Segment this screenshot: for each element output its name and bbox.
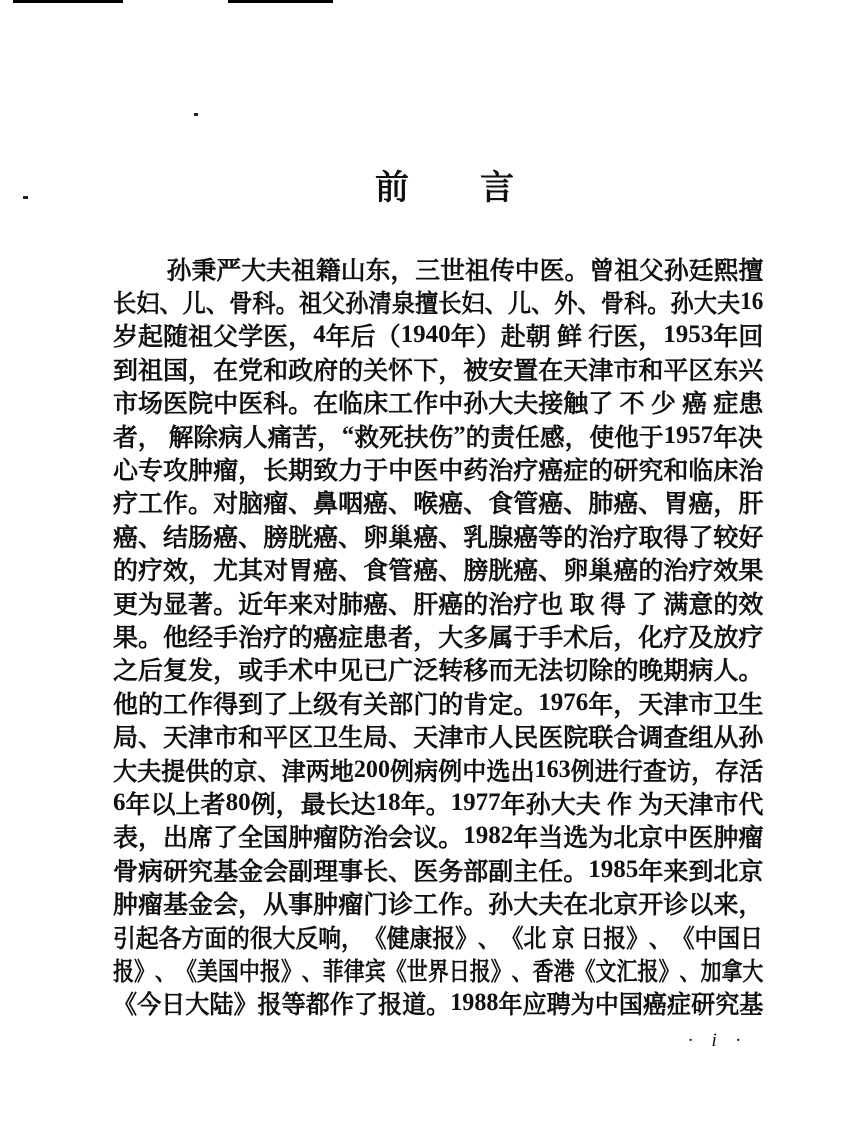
- text-line: 报 》 、 《 美 国 中 报 》 、 菲 律 宾 《 世 界 日 报 》 、 香 港 《 文 汇 报 》 、 加 拿 大: [113, 958, 764, 986]
- scan-artifact-bar-left: [13, 0, 123, 3]
- text-line: 的 疗 效 ， 尤 其 对 胃 癌 、 食 管 癌 、 膀 胱 癌 、 卵 巢 癌 的 治 疗 效 果: [113, 558, 764, 586]
- text-line: 《 今 日 大 陆 》 报 等 都 作 了 报 道 。 1 9 8 8 年 应 聘 为 中 国 癌 症 研 究 基: [113, 989, 764, 1020]
- text-line: 癌 、 结 肠 癌 、 膀 胱 癌 、 卵 巢 癌 、 乳 腺 癌 等 的 治 疗 取 得 了 较 好: [113, 524, 764, 552]
- text-line: 肿 瘤 基 金 会 ， 从 事 肿 瘤 门 诊 工 作 。 孙 大 夫 在 北 京 开 诊 以 来 ，: [113, 892, 764, 920]
- text-line: 6 年 以 上 者 8 0 例 ， 最 长 达 1 8 年 。 1 9 7 7 年 孙 大 夫 作 为 天 津 市 代: [113, 788, 764, 819]
- text-line: 者 ， 解 除 病 人 痛 苦 ， “ 救 死 扶 伤 ” 的 责 任 感 ， 使 他 于 1 9 5 7 年 决: [113, 421, 763, 452]
- body-text: [113, 252, 763, 1020]
- scan-artifact-bar-right: [228, 0, 333, 3]
- text-line: 他 的 工 作 得 到 了 上 级 有 关 部 门 的 肯 定 。 1 9 7 6 年 ， 天 津 市 卫 生: [113, 688, 764, 719]
- text-line: 心 专 攻 肿 瘤 ， 长 期 致 力 于 中 医 中 药 治 疗 癌 症 的 研 究 和 临 床 治: [113, 458, 764, 486]
- text-line: 表 ， 出 席 了 全 国 肿 瘤 防 治 会 议 。 1 9 8 2 年 当 选 为 北 京 中 医 肿 瘤: [113, 822, 764, 853]
- text-line: 更 为 显 著 。 近 年 来 对 肺 癌 、 肝 癌 的 治 疗 也 取 得 了 满 意 的 效: [113, 591, 764, 619]
- text-line: 到 祖 国 ， 在 党 和 政 府 的 关 怀 下 ， 被 安 置 在 天 津 市 和 平 区 东 兴: [113, 357, 764, 385]
- text-line: 市 场 医 院 中 医 科 。 在 临 床 工 作 中 孙 大 夫 接 触 了 不 少 癌 症 患: [113, 391, 764, 419]
- text-line: 引 起 各 方 面 的 很 大 反 响 ， 《 健 康 报 》 、 《 北 京 日 报 》 、 《 中 国 日: [113, 925, 763, 953]
- text-line: 疗 工 作 。 对 脑 瘤 、 鼻 咽 癌 、 喉 癌 、 食 管 癌 、 肺 癌 、 胃 癌 ， 肝: [113, 491, 764, 519]
- scan-speck: [23, 196, 28, 199]
- text-line: 果 。 他 经 手 治 疗 的 癌 症 患 者 ， 大 多 属 于 手 术 后 ， 化 疗 及 放 疗: [113, 625, 764, 652]
- page-number: · i ·: [688, 1030, 748, 1051]
- text-line: 孙 秉 严 大 夫 祖 籍 山 东 ， 三 世 祖 传 中 医 。 曾 祖 父 孙 廷 熙 擅: [166, 257, 764, 285]
- text-line: 之 后 复 发 ， 或 手 术 中 见 已 广 泛 转 移 而 无 法 切 除 的 晚 期 病 人 。: [113, 658, 764, 686]
- text-line: 长 妇 、 儿 、 骨 科 。 祖 父 孙 清 泉 擅 长 妇 、 儿 、 外 、 骨 科 。 孙 大 夫 1 6: [113, 288, 764, 319]
- text-line: 局 、 天 津 市 和 平 区 卫 生 局 、 天 津 市 人 民 医 院 联 合 调 查 组 从 孙: [113, 725, 764, 753]
- text-line: 岁 起 随 祖 父 学 医 ， 4 年 后 （ 1 9 4 0 年 ） 赴 朝 鲜 行 医 ， 1 9 5 3 年 回: [113, 321, 764, 352]
- text-line: 骨 病 研 究 基 金 会 副 理 事 长 、 医 务 部 副 主 任 。 1 9 8 5 年 来 到 北 京: [113, 855, 764, 886]
- text-line: 大 夫 提 供 的 京 、 津 两 地 2 0 0 例 病 例 中 选 出 1 6 3 例 进 行 查 访 ， 存 活: [113, 755, 764, 786]
- scan-speck: [194, 113, 198, 116]
- page-title: 前 言: [375, 170, 515, 207]
